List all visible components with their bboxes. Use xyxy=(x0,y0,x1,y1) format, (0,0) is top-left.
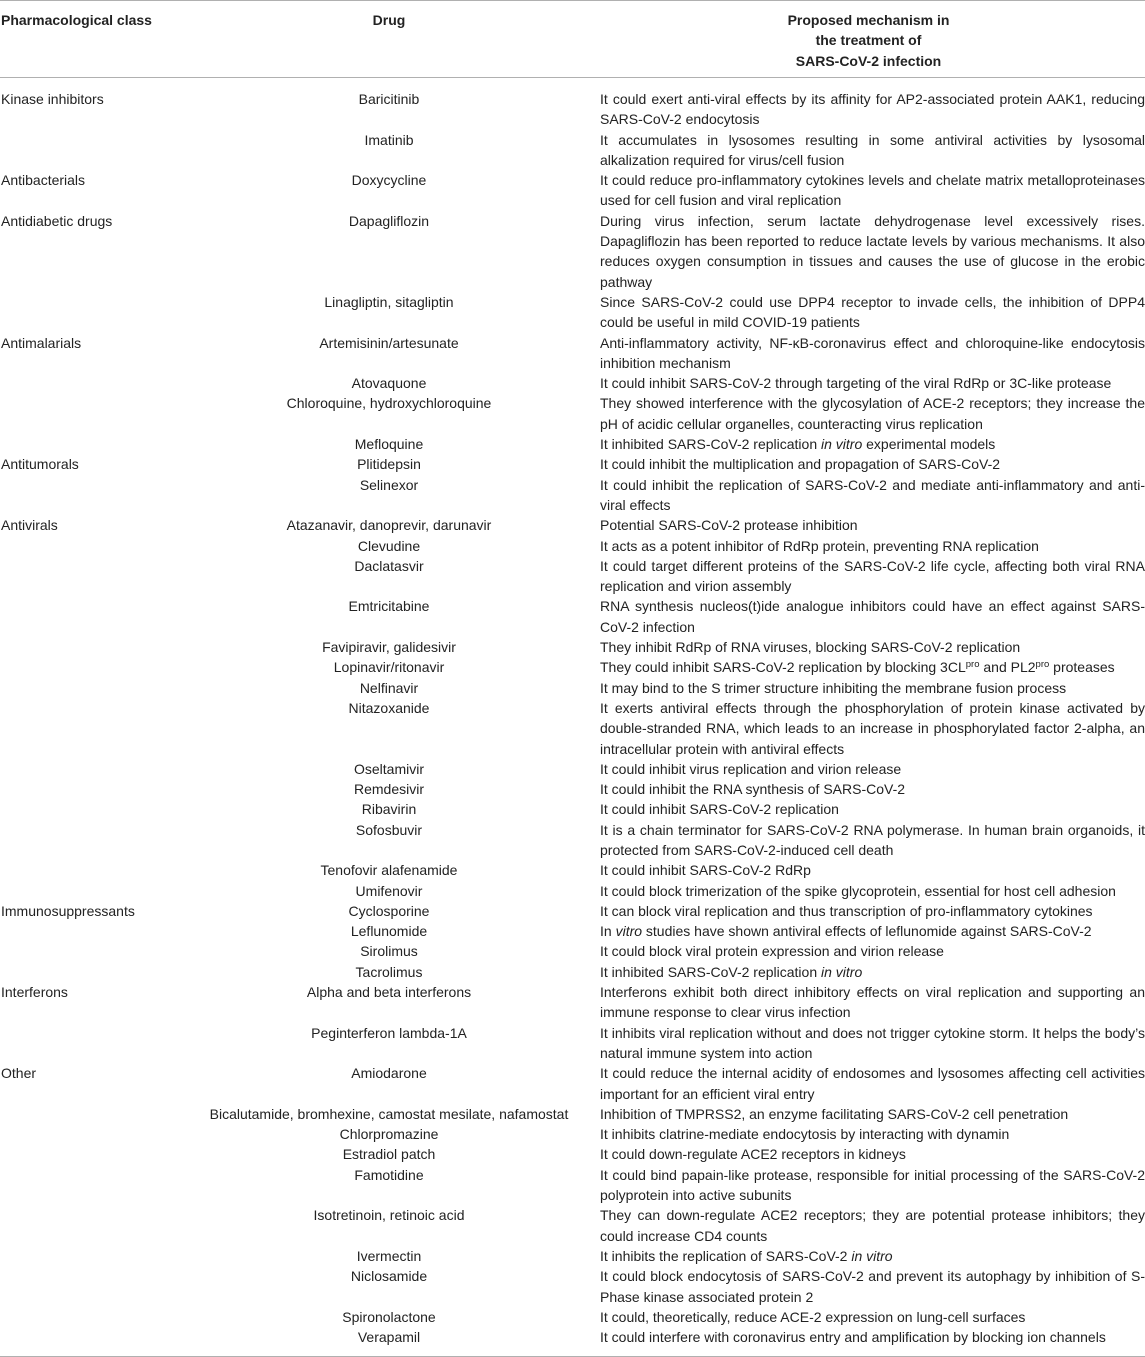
table-row xyxy=(0,1205,1145,1246)
cell-drug: Amiodarone xyxy=(351,1065,427,1082)
cell-mechanism: It acts as a potent inhibitor of RdRp protein, preventing RNA replication xyxy=(600,537,1039,554)
table-row xyxy=(0,881,1145,901)
cell-class xyxy=(0,1124,196,1144)
cell-drug: Dapagliflozin xyxy=(348,212,430,229)
cell-drug: Artemisinin/artesunate xyxy=(319,334,459,351)
mechanism-text: and PL2 xyxy=(979,659,1036,676)
table-row xyxy=(0,1104,1145,1124)
cell-mechanism: Inhibition of TMPRSS2, an enzyme facilitating SARS-CoV-2 cell penetration xyxy=(600,1105,1069,1122)
cell-drug: Doxycycline xyxy=(351,172,427,189)
table-row xyxy=(0,982,1145,1023)
cell-drug: Chlorpromazine xyxy=(339,1126,439,1143)
cell-drug: Spironolactone xyxy=(342,1308,436,1325)
cell-class xyxy=(0,941,196,961)
table-row xyxy=(0,130,1145,171)
table-row xyxy=(0,454,1145,474)
cell-drug: Imatinib xyxy=(364,131,414,148)
cell-class xyxy=(0,475,196,516)
mechanism-superscript: pro xyxy=(1035,659,1050,671)
cell-class xyxy=(0,779,196,799)
header-mechanism-line1: Proposed mechanism in xyxy=(787,12,950,28)
cell-mechanism: It could interfere with coronavirus entry and amplification by blocking ion channels xyxy=(600,1329,1106,1346)
cell-drug: Sirolimus xyxy=(360,943,418,960)
cell-class xyxy=(0,596,196,637)
cell-mechanism: It inhibits viral replication without and does not trigger cytokine storm. It helps the body’s natural immune system into action xyxy=(600,1024,1145,1061)
table-header xyxy=(0,1,1145,77)
cell-class xyxy=(0,820,196,861)
cell-class xyxy=(0,881,196,901)
table-row xyxy=(0,779,1145,799)
cell-drug: Tacrolimus xyxy=(355,963,423,980)
mechanism-text: experimental models xyxy=(862,436,996,453)
cell-class: Antidiabetic drugs xyxy=(1,212,113,229)
table-row xyxy=(0,515,1145,535)
header-mechanism-line3: SARS-CoV-2 infection xyxy=(795,52,942,69)
table-row xyxy=(0,1063,1145,1104)
cell-drug: Estradiol patch xyxy=(342,1146,436,1163)
cell-drug: Peginterferon lambda-1A xyxy=(311,1024,467,1041)
table-row xyxy=(0,1124,1145,1144)
cell-mechanism: It could down-regulate ACE2 receptors in kidneys xyxy=(600,1146,906,1163)
cell-class xyxy=(0,1104,196,1124)
cell-drug: Remdesivir xyxy=(353,781,424,798)
cell-drug: Oseltamivir xyxy=(353,760,424,777)
cell-class xyxy=(0,536,196,556)
table-row xyxy=(0,170,1145,211)
cell-mechanism: Interferons exhibit both direct inhibitory effects on viral replication and supporting an immune response to clear virus infection xyxy=(600,984,1145,1021)
cell-class xyxy=(0,1205,196,1246)
header-mechanism xyxy=(582,1,1145,77)
cell-mechanism: It could bind papain-like protease, responsible for initial processing of the SARS-CoV-2 polyprotein into active subunits xyxy=(600,1166,1145,1204)
table-row xyxy=(0,393,1145,434)
cell-drug: Atovaquone xyxy=(351,375,427,392)
cell-drug: Daclatasvir xyxy=(354,557,424,574)
table-row xyxy=(0,1246,1145,1266)
cell-mechanism: It could target different proteins of the SARS-CoV-2 life cycle, affecting both viral RNA replication and virion assembly xyxy=(600,557,1145,595)
table-row xyxy=(0,556,1145,597)
cell-drug: Favipiravir, galidesivir xyxy=(322,639,456,656)
cell-class xyxy=(0,556,196,597)
cell-class xyxy=(0,921,196,941)
cell-mechanism: It accumulates in lysosomes resulting in some antiviral activities by lysosomal alkalization required for virus/cell fusion xyxy=(600,131,1145,168)
cell-class xyxy=(0,962,196,982)
header-drug: Drug xyxy=(372,12,406,28)
cell-class xyxy=(0,434,196,454)
cell-mechanism: It could inhibit virus replication and virion release xyxy=(600,760,902,777)
cell-drug: Chloroquine, hydroxychloroquine xyxy=(286,395,492,412)
header-class: Pharmacological class xyxy=(1,12,152,28)
cell-class: Antitumorals xyxy=(1,456,79,473)
cell-class xyxy=(0,1023,196,1064)
cell-mechanism: It exerts antiviral effects through the phosphorylation of protein kinase activated by double-stranded RNA, which leads to an increase in phosphorylated factor 2-alpha, an intracellular protein with antiviral effects xyxy=(600,699,1145,757)
table-row xyxy=(0,1327,1145,1347)
table-row xyxy=(0,373,1145,393)
cell-class xyxy=(0,130,196,171)
cell-class xyxy=(0,1327,196,1347)
cell-mechanism: It could inhibit the replication of SARS-CoV-2 and mediate anti-inflammatory and anti-viral effects xyxy=(600,476,1145,513)
cell-mechanism: They can down-regulate ACE2 receptors; they are potential protease inhibitors; they could increase CD4 counts xyxy=(600,1207,1145,1244)
cell-drug: Mefloquine xyxy=(354,436,424,453)
cell-drug: Plitidepsin xyxy=(357,456,421,473)
cell-mechanism xyxy=(582,921,1145,941)
table-row xyxy=(0,921,1145,941)
cell-mechanism: It could inhibit SARS-CoV-2 replication xyxy=(600,801,839,818)
cell-class: Immunosuppressants xyxy=(1,902,135,919)
cell-class xyxy=(0,678,196,698)
cell-drug: Linagliptin, sitagliptin xyxy=(324,293,454,310)
cell-mechanism: It could inhibit the multiplication and propagation of SARS-CoV-2 xyxy=(600,456,1001,473)
table-body xyxy=(0,89,1145,1347)
cell-mechanism xyxy=(582,434,1145,454)
cell-drug: Bicalutamide, bromhexine, camostat mesilate, nafamostat xyxy=(209,1105,569,1122)
cell-class xyxy=(0,759,196,779)
mechanism-text: proteases xyxy=(1049,659,1115,676)
mechanism-text: They could inhibit SARS-CoV-2 replication by blocking 3CL xyxy=(600,659,966,676)
cell-drug: Baricitinib xyxy=(358,91,420,107)
cell-class: Interferons xyxy=(1,984,68,1001)
table-row xyxy=(0,678,1145,698)
cell-drug: Nelfinavir xyxy=(359,679,419,696)
table-row xyxy=(0,657,1145,677)
cell-mechanism xyxy=(582,657,1145,677)
cell-mechanism: It could exert anti-viral effects by its affinity for AP2-associated protein AAK1, reducing SARS-CoV-2 endocytosis xyxy=(600,91,1145,128)
cell-mechanism: It could inhibit SARS-CoV-2 through targeting of the viral RdRp or 3C-like protease xyxy=(600,375,1112,392)
header-mechanism-line2: the treatment of xyxy=(815,32,922,49)
table-row xyxy=(0,1307,1145,1327)
cell-mechanism: It could inhibit SARS-CoV-2 RdRp xyxy=(600,862,811,879)
cell-class xyxy=(0,1165,196,1206)
cell-mechanism: It could, theoretically, reduce ACE-2 expression on lung-cell surfaces xyxy=(600,1308,1026,1325)
cell-class: Antivirals xyxy=(1,517,58,534)
cell-drug: Alpha and beta interferons xyxy=(306,984,472,1001)
cell-mechanism: It is a chain terminator for SARS-CoV-2 RNA polymerase. In human brain organoids, it protected from SARS-CoV-2-induced cell death xyxy=(600,821,1145,858)
table-row xyxy=(0,333,1145,374)
cell-drug: Leflunomide xyxy=(350,923,428,940)
table-row xyxy=(0,962,1145,982)
cell-drug: Selinexor xyxy=(359,476,419,493)
cell-drug: Lopinavir/ritonavir xyxy=(333,659,445,676)
cell-drug: Cyclosporine xyxy=(348,902,430,919)
cell-mechanism: It could block viral protein expression and virion release xyxy=(600,943,944,960)
table-row xyxy=(0,1266,1145,1307)
cell-class xyxy=(0,799,196,819)
table-row xyxy=(0,901,1145,921)
mechanism-text: In xyxy=(600,923,616,940)
mechanism-italic: vitro xyxy=(615,923,643,940)
cell-mechanism: It can block viral replication and thus transcription of pro-inflammatory cytokines xyxy=(600,902,1093,919)
mechanism-superscript: pro xyxy=(965,659,980,671)
cell-drug: Umifenovir xyxy=(355,882,423,899)
cell-drug: Tenofovir alafenamide xyxy=(320,862,458,879)
cell-class xyxy=(0,1266,196,1307)
cell-class xyxy=(0,1246,196,1266)
cell-mechanism: It could block endocytosis of SARS-CoV-2 and prevent its autophagy by inhibition of S-Phase kinase associated protein 2 xyxy=(600,1268,1145,1305)
cell-class xyxy=(0,698,196,759)
table-row xyxy=(0,820,1145,861)
cell-mechanism: Since SARS-CoV-2 could use DPP4 receptor to invade cells, the inhibition of DPP4 could be useful in mild COVID-19 patients xyxy=(600,293,1145,331)
cell-class xyxy=(0,860,196,880)
cell-mechanism: It could reduce pro-inflammatory cytokines levels and chelate matrix metalloproteinases used for cell fusion and viral replication xyxy=(600,172,1145,209)
cell-class xyxy=(0,393,196,434)
mechanism-text: It inhibited SARS-CoV-2 replication xyxy=(600,963,821,980)
cell-drug: Famotidine xyxy=(354,1166,424,1183)
table-row xyxy=(0,89,1145,130)
table-row xyxy=(0,698,1145,759)
table-row xyxy=(0,1144,1145,1164)
cell-class: Other xyxy=(1,1065,37,1082)
mechanism-italic: in vitro xyxy=(851,1247,893,1264)
table-row xyxy=(0,292,1145,333)
cell-drug: Sofosbuvir xyxy=(355,821,423,838)
cell-mechanism: Anti-inflammatory activity, NF-κB-coronavirus effect and chloroquine-like endocytosis inhibition mechanism xyxy=(600,334,1145,371)
cell-drug: Ribavirin xyxy=(361,801,417,818)
table-row xyxy=(0,211,1145,292)
cell-class: Kinase inhibitors xyxy=(1,91,104,107)
cell-mechanism xyxy=(582,962,1145,982)
mechanism-text: It inhibited SARS-CoV-2 replication xyxy=(600,436,821,453)
mechanism-text: studies have shown antiviral effects of leflunomide against SARS-CoV-2 xyxy=(642,923,1092,940)
table-row xyxy=(0,759,1145,779)
table-row xyxy=(0,1023,1145,1064)
mechanism-text: It inhibits the replication of SARS-CoV-2 xyxy=(600,1247,852,1264)
cell-class: Antimalarials xyxy=(1,334,82,351)
cell-class xyxy=(0,637,196,657)
cell-class xyxy=(0,1144,196,1164)
cell-drug: Verapamil xyxy=(357,1329,421,1346)
cell-mechanism: Potential SARS-CoV-2 protease inhibition xyxy=(600,517,858,534)
cell-drug: Isotretinoin, retinoic acid xyxy=(313,1207,465,1224)
mechanism-italic: in vitro xyxy=(821,436,863,453)
cell-drug: Ivermectin xyxy=(356,1247,422,1264)
cell-class: Antibacterials xyxy=(1,172,86,189)
table-row xyxy=(0,536,1145,556)
cell-mechanism: They showed interference with the glycosylation of ACE-2 receptors; they increase the pH of acidic cellular organelles, counteracting virus replication xyxy=(600,395,1145,432)
cell-mechanism: They inhibit RdRp of RNA viruses, blocking SARS-CoV-2 replication xyxy=(600,639,1021,656)
table-row xyxy=(0,596,1145,637)
cell-mechanism: It may bind to the S trimer structure inhibiting the membrane fusion process xyxy=(600,679,1067,696)
cell-class xyxy=(0,1307,196,1327)
table-row xyxy=(0,637,1145,657)
cell-mechanism: It could block trimerization of the spike glycoprotein, essential for host cell adhesion xyxy=(600,882,1116,899)
table-row xyxy=(0,1165,1145,1206)
cell-mechanism: It could reduce the internal acidity of endosomes and lysosomes affecting cell activities important for an efficient viral entry xyxy=(600,1065,1145,1102)
cell-drug: Nitazoxanide xyxy=(348,699,430,716)
cell-class xyxy=(0,657,196,677)
cell-class xyxy=(0,292,196,333)
table-row xyxy=(0,860,1145,880)
table-row xyxy=(0,475,1145,516)
cell-mechanism: During virus infection, serum lactate dehydrogenase level excessively rises. Dapagliflozin has been reported to reduce lactate levels by various mechanisms. It also reduces oxygen consumption in tissues and causes the use of glucose in the erobic pathway xyxy=(600,212,1145,290)
cell-mechanism xyxy=(582,1246,1145,1266)
cell-drug: Atazanavir, danoprevir, darunavir xyxy=(286,517,492,534)
table-row xyxy=(0,799,1145,819)
table-row xyxy=(0,434,1145,454)
cell-mechanism: RNA synthesis nucleos(t)ide analogue inhibitors could have an effect against SARS-CoV-2 infection xyxy=(600,598,1145,635)
cell-mechanism: It inhibits clatrine-mediate endocytosis by interacting with dynamin xyxy=(600,1126,1010,1143)
cell-drug: Emtricitabine xyxy=(348,598,430,615)
cell-drug: Niclosamide xyxy=(350,1268,428,1285)
mechanism-italic: in vitro xyxy=(821,963,863,980)
cell-drug: Clevudine xyxy=(357,537,421,554)
table-row xyxy=(0,941,1145,961)
cell-mechanism: It could inhibit the RNA synthesis of SARS-CoV-2 xyxy=(600,781,906,798)
cell-class xyxy=(0,373,196,393)
